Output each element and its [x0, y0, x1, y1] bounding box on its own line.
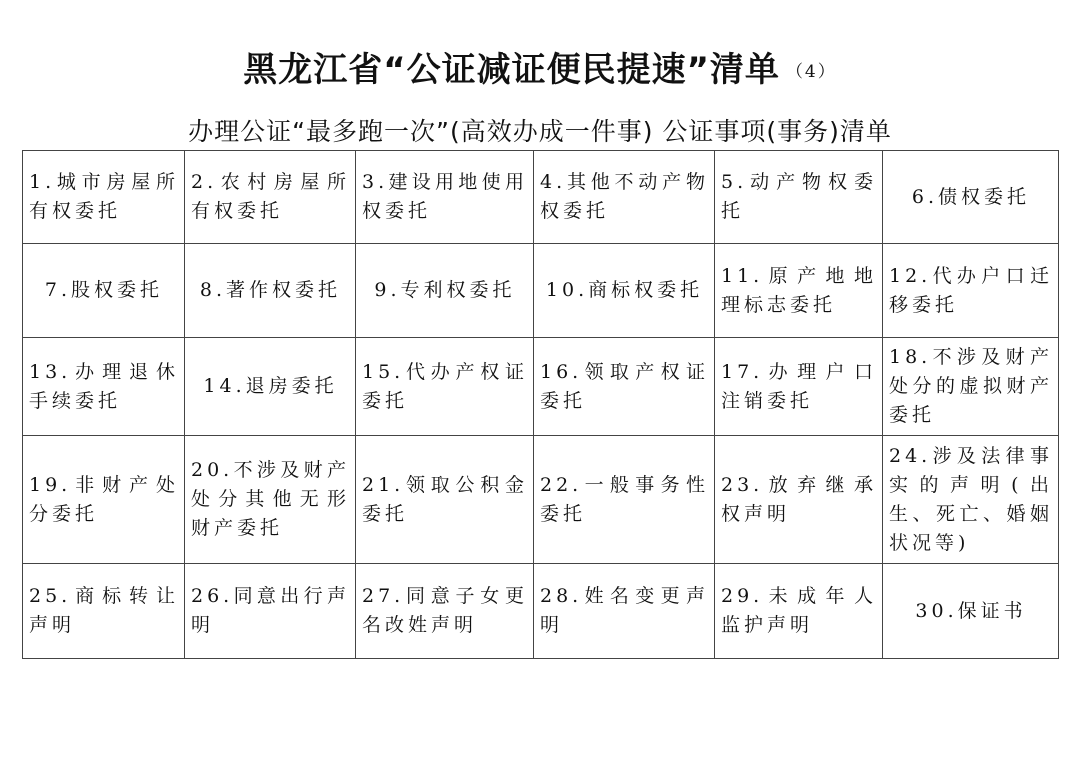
- table-cell: 12.代办户口迁移委托: [883, 244, 1059, 338]
- table-cell: 24.涉及法律事实的声明(出生、死亡、婚姻状况等): [883, 436, 1059, 564]
- table-cell: 14.退房委托: [185, 338, 356, 436]
- table-cell: 27.同意子女更名改姓声明: [356, 564, 534, 659]
- table-cell: 22.一般事务性委托: [534, 436, 715, 564]
- table-cell: 18.不涉及财产处分的虚拟财产委托: [883, 338, 1059, 436]
- table-cell: 6.债权委托: [883, 151, 1059, 244]
- table-cell: 29.未成年人监护声明: [715, 564, 883, 659]
- table-row: [23, 436, 1059, 564]
- table-cell: 3.建设用地使用权委托: [356, 151, 534, 244]
- table-cell: 9.专利权委托: [356, 244, 534, 338]
- table-cell: 5.动产物权委托: [715, 151, 883, 244]
- notary-items-table: [22, 150, 1059, 659]
- table-row: [23, 564, 1059, 659]
- table-cell: 25.商标转让声明: [23, 564, 185, 659]
- table-cell: 26.同意出行声明: [185, 564, 356, 659]
- table-cell: 10.商标权委托: [534, 244, 715, 338]
- table-cell: 15.代办产权证委托: [356, 338, 534, 436]
- table-row: [23, 151, 1059, 244]
- table-cell: 11.原产地地理标志委托: [715, 244, 883, 338]
- table-cell: 20.不涉及财产处分其他无形财产委托: [185, 436, 356, 564]
- page-title: [0, 42, 1080, 100]
- table-cell: 30.保证书: [883, 564, 1059, 659]
- title-main: 黑龙江省“公证减证便民提速”清单: [243, 50, 780, 90]
- table-cell: 8.著作权委托: [185, 244, 356, 338]
- table-row: [23, 338, 1059, 436]
- page-subtitle: 办理公证“最多跑一次”(高效办成一件事) 公证事项(事务)清单: [188, 117, 892, 146]
- table-cell: 16.领取产权证委托: [534, 338, 715, 436]
- title-suffix: （4）: [785, 62, 837, 82]
- table-cell: 1.城市房屋所有权委托: [23, 151, 185, 244]
- table-cell: 21.领取公积金委托: [356, 436, 534, 564]
- table-cell: 17.办理户口注销委托: [715, 338, 883, 436]
- table-cell: 4.其他不动产物权委托: [534, 151, 715, 244]
- table-cell: 2.农村房屋所有权委托: [185, 151, 356, 244]
- table-cell: 19.非财产处分委托: [23, 436, 185, 564]
- table-cell: 7.股权委托: [23, 244, 185, 338]
- table-cell: 23.放弃继承权声明: [715, 436, 883, 564]
- table-row: [23, 244, 1059, 338]
- table-cell: 13.办理退休手续委托: [23, 338, 185, 436]
- table-cell: 28.姓名变更声明: [534, 564, 715, 659]
